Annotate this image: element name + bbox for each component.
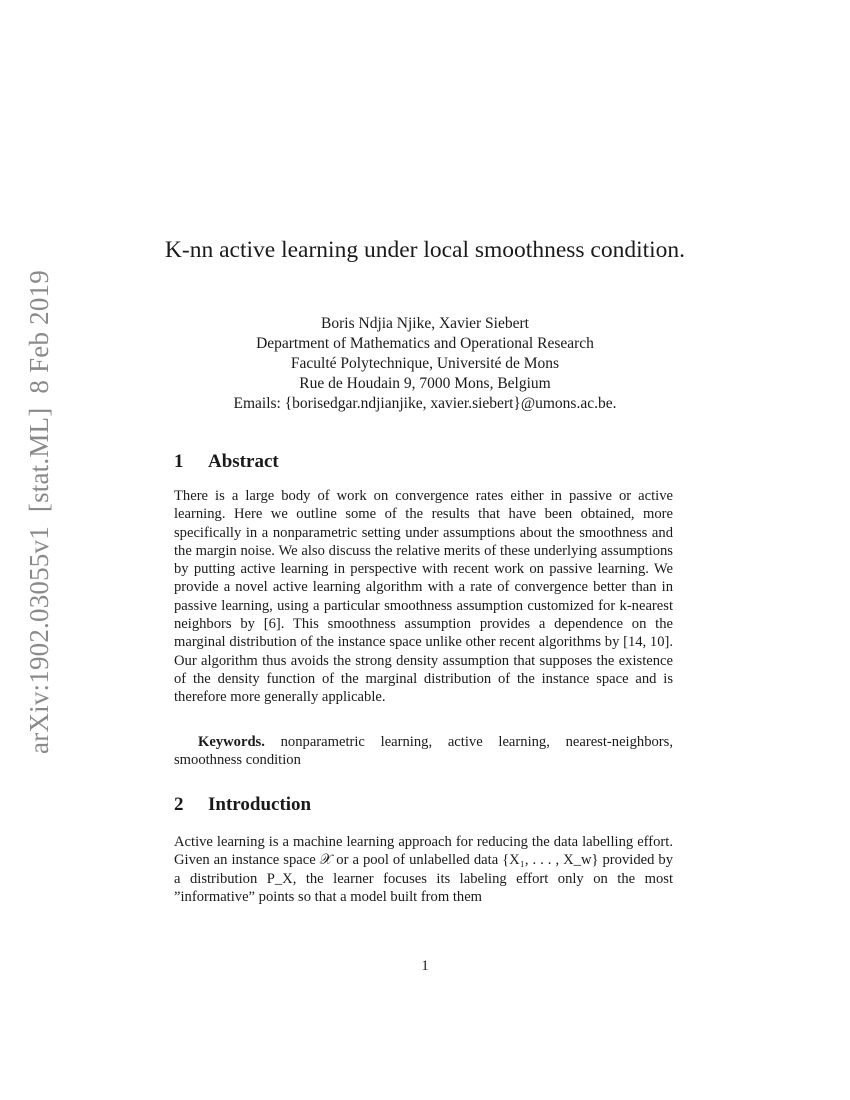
keywords-line: [174, 733, 673, 770]
introduction-heading-text: Introduction: [208, 794, 312, 815]
arxiv-id[interactable]: arXiv:1902.03055v1: [24, 526, 54, 754]
keywords-text: nonparametric learning, active learning, nearest-neighbors, smoothness condition: [174, 734, 673, 769]
abstract-heading-text: Abstract: [208, 451, 279, 472]
affiliation-address: Rue de Houdain 9, 7000 Mons, Belgium: [299, 375, 551, 392]
abstract-heading: [174, 450, 279, 474]
paper-title: K-nn active learning under local smoothness condition.: [164, 237, 686, 263]
introduction-body: Active learning is a machine learning approach for reducing the data labelling effort. Given an instance space 𝒳 or a pool of unlabelled data {X₁, . . . , X_w} provided by a distribution P_X, the learner focuses its labeling effort only on the most ”informative” points so that a model built from them: [174, 834, 673, 905]
introduction-section-number: 2: [174, 794, 184, 815]
abstract-body: There is a large body of work on convergence rates either in passive or active learning. Here we outline some of the results that have been obtained, more specifically in a nonparametric setting under assumptions about the smoothness and the margin noise. We also discuss the relative merits of these underlying assumptions by putting active learning in perspective with recent work on passive learning. We provide a novel active learning algorithm with a rate of convergence better than in passive learning, using a particular smoothness assumption customized for k-nearest neighbors by [6]. This smoothness assumption provides a dependence on the marginal distribution of the instance space unlike other recent algorithms by [14, 10]. Our algorithm thus avoids the strong density assumption that supposes the existence of the density function of the marginal distribution of the instance space and is therefore more generally applicable.: [174, 488, 673, 706]
author-emails: Emails: {borisedgar.ndjianjike, xavier.siebert}@umons.ac.be.: [233, 395, 617, 412]
arxiv-date: 8 Feb 2019: [24, 270, 54, 394]
keywords-label: Keywords.: [198, 734, 265, 750]
affiliation-faculty: Faculté Polytechnique, Université de Mons: [290, 355, 560, 372]
abstract-section-number: 1: [174, 451, 184, 472]
affiliation-department: Department of Mathematics and Operational Research: [256, 335, 594, 352]
author-names: Boris Ndjia Njike, Xavier Siebert: [321, 315, 529, 332]
introduction-heading: [174, 793, 311, 817]
arxiv-stamp[interactable]: [24, 262, 54, 762]
author-block: [150, 314, 700, 414]
page-number: 1: [421, 958, 429, 974]
arxiv-category: [stat.ML]: [24, 407, 54, 513]
